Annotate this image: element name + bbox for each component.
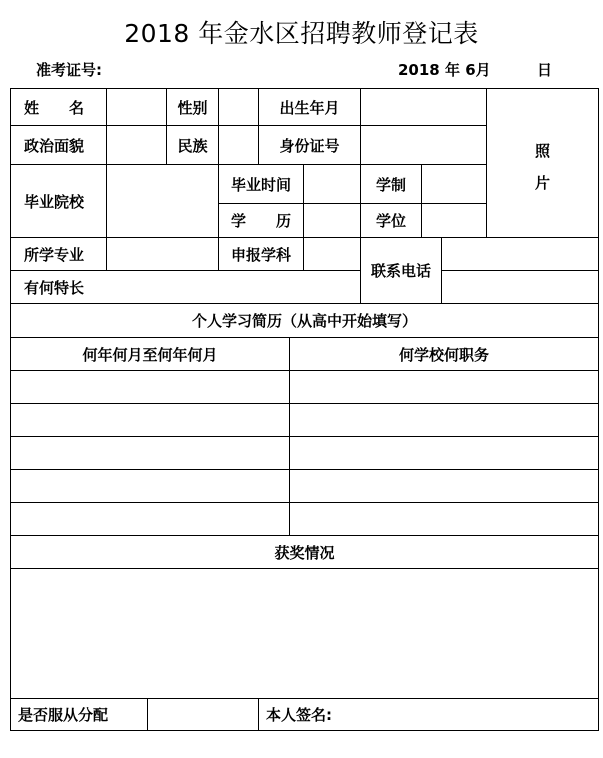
resume-school-cell[interactable] — [290, 503, 598, 535]
signature-label: 本人签名: — [266, 706, 332, 724]
signature-field[interactable] — [386, 699, 598, 730]
major-field[interactable] — [107, 238, 218, 270]
grad-time-label: 毕业时间 — [230, 175, 291, 194]
exam-id-label: 准考证号: — [36, 61, 102, 79]
grad-time-field[interactable] — [304, 165, 360, 203]
resume-period-cell[interactable] — [11, 470, 289, 502]
specialty-label: 有何特长 — [24, 278, 85, 297]
specialty-field[interactable] — [107, 271, 360, 303]
apply-subject-field[interactable] — [304, 238, 360, 270]
page-title: 2018 年金水区招聘教师登记表 — [124, 19, 479, 48]
photo-label-2: 片 — [534, 173, 550, 192]
id-number-label: 身份证号 — [279, 136, 340, 155]
period-column-header: 何年何月至何年何月 — [82, 345, 218, 364]
awards-title: 获奖情况 — [274, 543, 335, 562]
gender-label: 性别 — [177, 98, 208, 117]
id-number-field[interactable] — [361, 126, 486, 164]
phone-field-1[interactable] — [442, 238, 598, 270]
education-label: 学 历 — [230, 212, 291, 230]
politics-field[interactable] — [107, 126, 166, 164]
resume-school-cell[interactable] — [290, 437, 598, 469]
schooling-years-label: 学制 — [375, 175, 406, 194]
table-rule — [258, 698, 259, 730]
resume-period-cell[interactable] — [11, 404, 289, 436]
degree-label: 学位 — [375, 212, 406, 230]
name-field[interactable] — [107, 89, 166, 125]
day-label: 日 — [537, 61, 553, 79]
name-label: 姓 名 — [24, 98, 85, 117]
school-position-column-header: 何学校何职务 — [398, 345, 489, 364]
date-text: 2018 年 6月 — [398, 61, 491, 79]
photo-label-1: 照 — [534, 141, 550, 160]
obey-assignment-label: 是否服从分配 — [18, 706, 109, 724]
degree-field[interactable] — [422, 204, 486, 237]
politics-label: 政治面貌 — [24, 136, 85, 155]
obey-assignment-field[interactable] — [148, 699, 258, 730]
school-field[interactable] — [107, 165, 218, 237]
resume-period-cell[interactable] — [11, 437, 289, 469]
ethnicity-field[interactable] — [219, 126, 258, 164]
education-field[interactable] — [304, 204, 360, 237]
resume-period-cell[interactable] — [11, 371, 289, 403]
resume-school-cell[interactable] — [290, 404, 598, 436]
major-label: 所学专业 — [24, 245, 85, 264]
birth-date-label: 出生年月 — [279, 98, 340, 117]
resume-period-cell[interactable] — [11, 503, 289, 535]
phone-label: 联系电话 — [370, 262, 431, 280]
awards-field[interactable] — [11, 569, 598, 698]
table-rule — [10, 730, 599, 731]
phone-field-2[interactable] — [442, 271, 598, 303]
school-label: 毕业院校 — [24, 192, 85, 211]
photo-area[interactable] — [487, 89, 598, 237]
resume-school-cell[interactable] — [290, 371, 598, 403]
ethnicity-label: 民族 — [177, 136, 208, 155]
resume-school-cell[interactable] — [290, 470, 598, 502]
birth-date-field[interactable] — [361, 89, 486, 125]
schooling-years-field[interactable] — [422, 165, 486, 203]
gender-field[interactable] — [219, 89, 258, 125]
table-rule — [598, 88, 599, 731]
resume-title: 个人学习简历（从高中开始填写） — [191, 312, 417, 330]
apply-subject-label: 申报学科 — [230, 245, 291, 264]
